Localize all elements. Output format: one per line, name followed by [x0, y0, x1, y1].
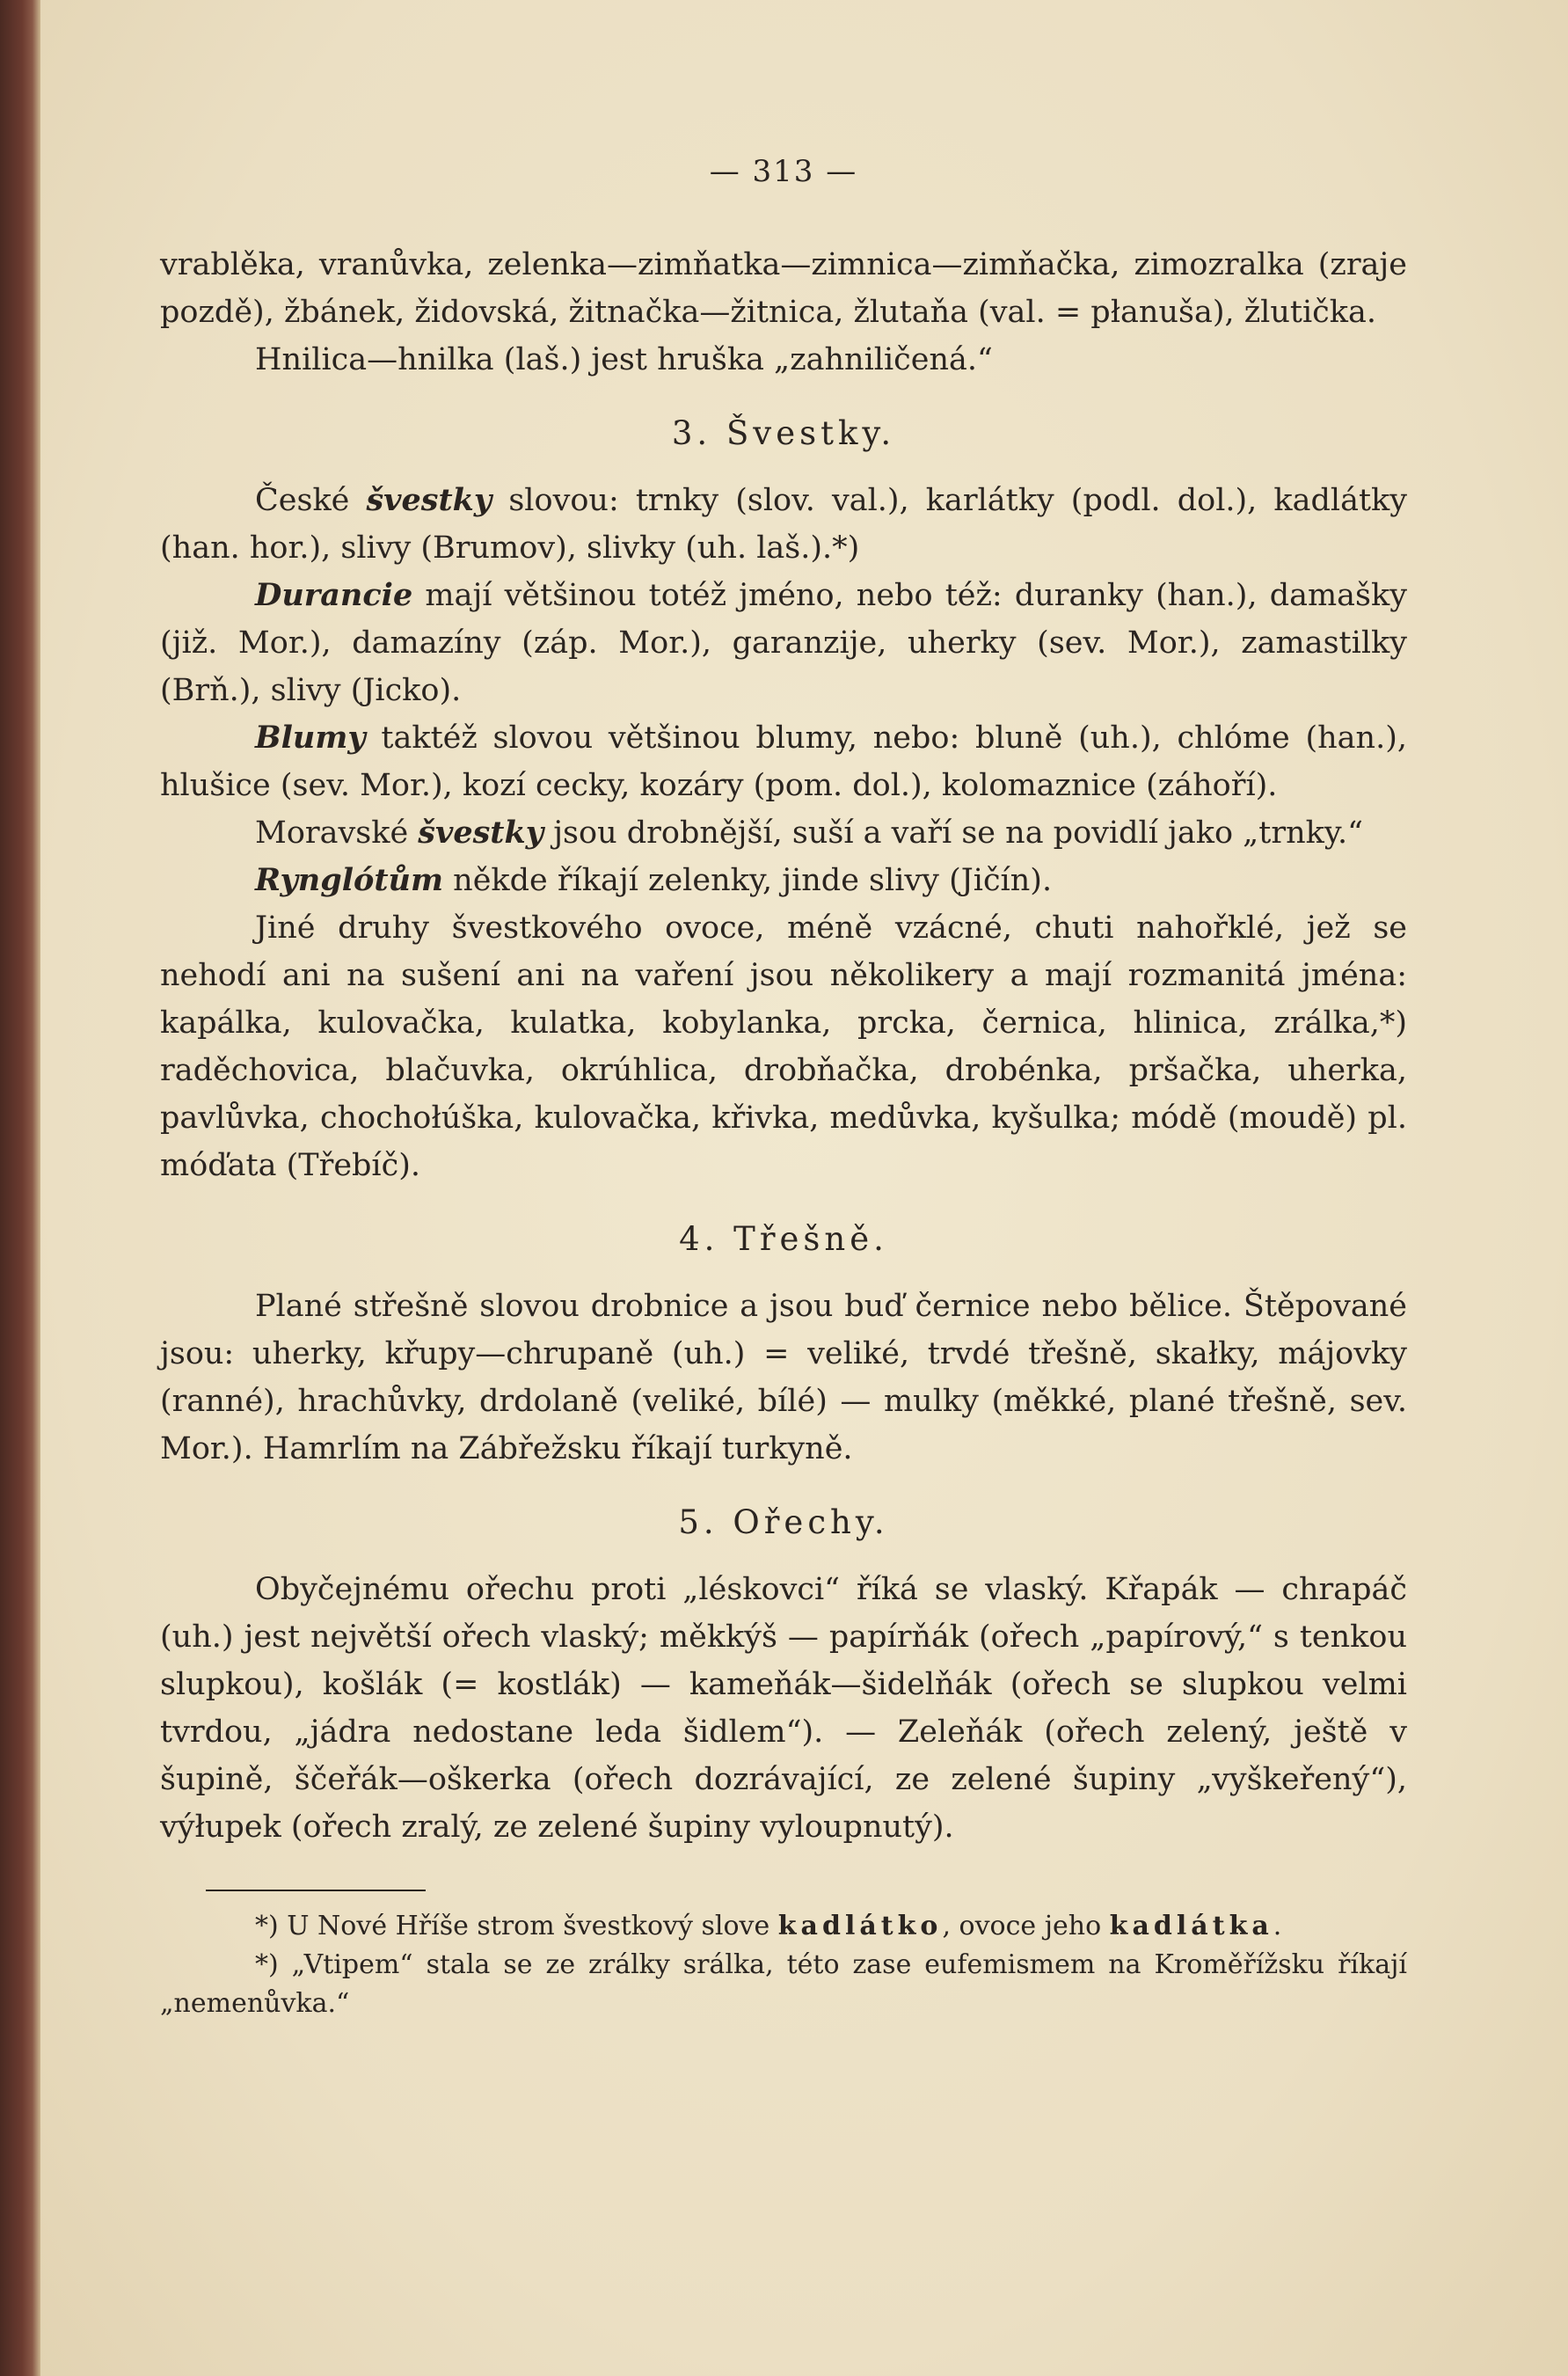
paragraph-jine-druhy: Jiné druhy švestkového ovoce, méně vzácné, chuti nahořklé, jež se nehodí ani na sušení ani na vaření jsou několikery a mají rozmanitá jména: kapálka, kulovačka, kulatka, kobylanka, prcka, černica, hlinica, zrálka,*) raděchovica, blačuvka, okrúhlica, drobňačka, drobénka, pršačka, uherka, pavlůvka, chochołúška, kulovačka, křivka, medůvka, kyšulka; módě (moudě) pl. móďata (Třebíč). — [160, 910, 1407, 1183]
book-page — [40, 0, 1568, 2376]
paragraph-moravske-svestky — [160, 809, 1407, 857]
text-segment: Moravské — [255, 815, 419, 851]
paragraph-orechy: Obyčejnému ořechu proti „léskovci“ říká se vlaský. Křapák — chrapáč (uh.) jest největší ořech vlaský; měkkýš — papírňák (ořech „papírový,“ s tenkou slupkou), košlák (= kostlák) — kameňák—šidelňák (ořech se slupkou velmi tvrdou, „jádra nedostane leda šidlem“). — Zeleňák (ořech zelený, ještě v šupině, ščeřák—oškerka (ořech dozrávající, ze zelené šupiny „vyškeřený“), výłupek (ořech zralý, ze zelené šupiny vyloupnutý). — [160, 1572, 1407, 1845]
term-svestky-moravske: švestky — [418, 815, 544, 851]
paragraph-hnilica: Hnilica—hnilka (laš.) jest hruška „zahniličená.“ — [255, 342, 993, 377]
text-segment: . — [1273, 1911, 1282, 1941]
paragraph-durancie — [160, 572, 1407, 714]
heading-svestky: 3. Švestky. — [671, 414, 896, 452]
text-segment: slovou: trnky (slov. val.), karlátky (podl. dol.), kadlátky (han. hor.), slivy (Brumov), slivky (uh. laš.).*) — [160, 483, 1407, 566]
footnotes — [160, 1907, 1407, 2023]
text-segment: jsou drobnější, suší a vaří se na povidlí jako „trnky.“ — [543, 815, 1363, 851]
text-segment: někde říkají zelenky, jinde slivy (Jičín). — [443, 863, 1053, 898]
text-segment: , ovoce jeho — [942, 1911, 1110, 1941]
paragraph-tresne: Plané střešně slovou drobnice a jsou buď černice nebo bělice. Štěpované jsou: uherky, křupy—chrupaně (uh.) = veliké, trvdé třešně, skałky, májovky (ranné), hrachůvky, drdolaně (veliké, bílé) — mulky (měkké, plané třešně, sev. Mor.). Hamrlím na Zábřežsku říkají turkyně. — [160, 1289, 1407, 1466]
footnote-divider — [206, 1890, 426, 1891]
term-blumy: Blumy — [255, 720, 366, 756]
text-segment: *) U Nové Hříše strom švestkový slove — [255, 1911, 778, 1941]
text-segment: České — [255, 483, 367, 518]
spaced-word-kadlatko: kadlátko — [777, 1911, 943, 1941]
text-segment: mají většinou totéž jméno, nebo též: duranky (han.), damašky (již. Mor.), damazíny (záp. Mor.), garanzije, uherky (sev. Mor.), zamastilky (Brň.), slivy (Jicko). — [160, 578, 1407, 708]
paragraph-pear-names: vrablěka, vranůvka, zelenka—zimňatka—zimnica—zimňačka, zimozralka (zraje pozdě), žbánek, židovská, žitnačka—žitnica, žlutaňa (val. = płanuša), žlutička. — [160, 247, 1407, 330]
heading-tresne: 4. Třešně. — [679, 1220, 888, 1258]
page-text — [160, 148, 1407, 2023]
paragraph-blumy — [160, 714, 1407, 809]
paragraph-rynglotum — [160, 857, 1407, 904]
paragraph-ceske-svestky — [160, 477, 1407, 572]
term-rynglotum: Rynglótům — [255, 862, 444, 898]
term-durancie: Durancie — [255, 577, 413, 613]
spaced-word-kadlatka: kadlátka — [1109, 1911, 1273, 1941]
text-segment: taktéž slovou většinou blumy, nebo: bluně (uh.), chlóme (han.), hlušice (sev. Mor.), kozí cecky, kozáry (pom. dol.), kolomaznice (záhoří). — [160, 720, 1407, 803]
footnote-2: *) „Vtipem“ stala se ze zrálky srálka, této zase eufemismem na Kroměřížsku říkají „nemenůvka.“ — [160, 1949, 1407, 2019]
page-number: — 313 — — [709, 154, 858, 189]
footnote-1 — [160, 1907, 1407, 1946]
book-spine — [0, 0, 40, 2376]
term-svestky: švestky — [366, 482, 492, 518]
heading-orechy: 5. Ořechy. — [678, 1503, 889, 1541]
